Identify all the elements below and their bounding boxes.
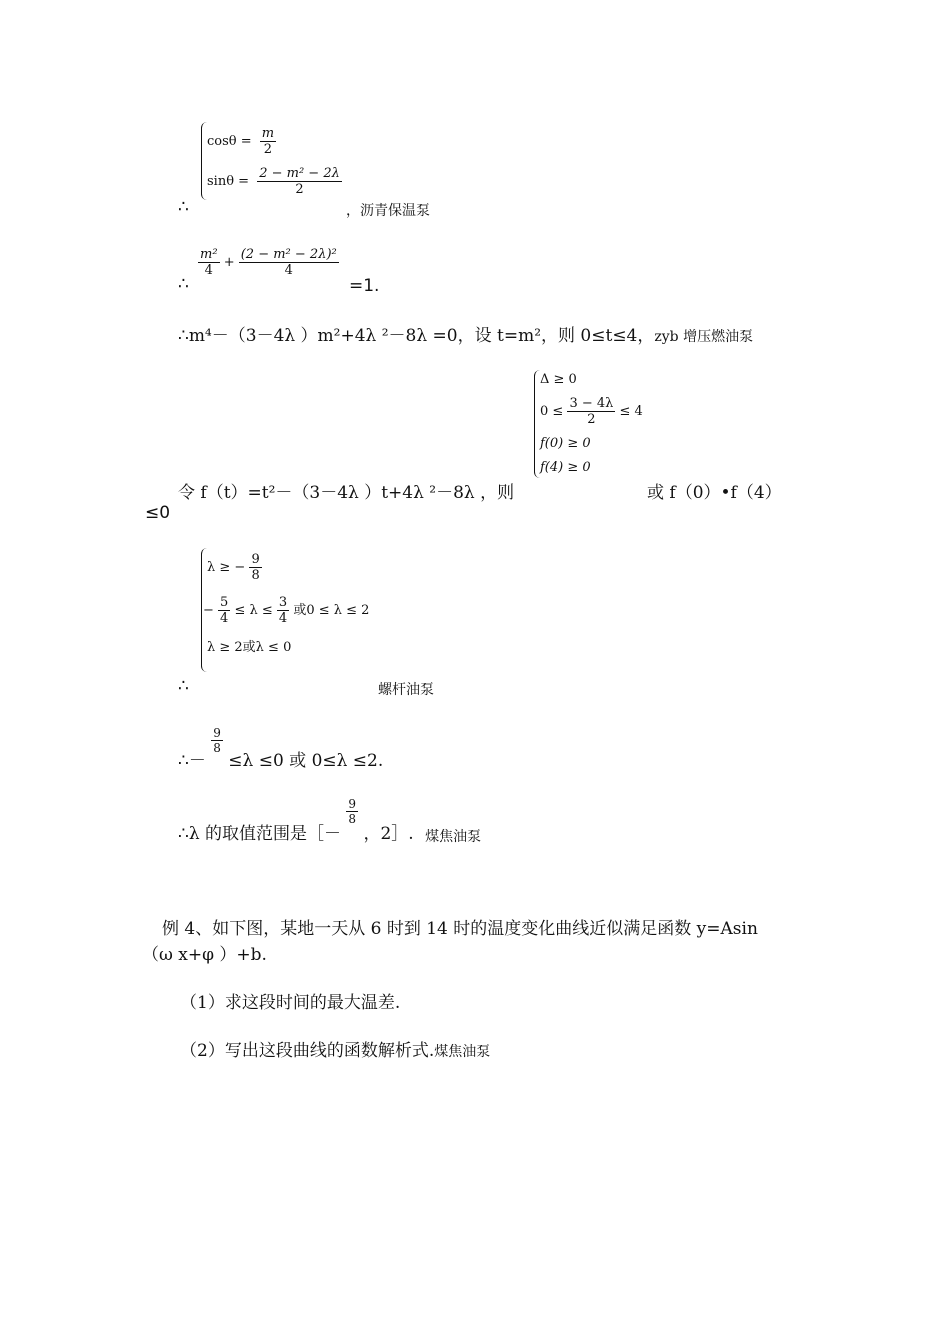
vertex-upper: ≤ 4 [619, 404, 643, 419]
vertex-condition [540, 396, 643, 427]
frac1-numerator: m² [200, 247, 218, 262]
f4-condition: f(4) ≥ 0 [540, 460, 591, 475]
vertex-lower: 0 ≤ [540, 404, 564, 419]
range2-denominator-a: 4 [220, 611, 229, 626]
lambda-range-3: λ ≥ 2或λ ≤ 0 [207, 640, 292, 655]
result-prefix: ∴λ 的取值范围是［－ [178, 824, 341, 844]
alternative-condition-wrap: ≤0 [145, 503, 171, 523]
frac1-denominator: 4 [204, 263, 213, 278]
annotation-note-1: ，沥青保温泵 [346, 203, 430, 219]
range2-numerator-a: 5 [220, 595, 229, 610]
range2-suffix: 或0 ≤ λ ≤ 2 [293, 603, 370, 618]
range1-denominator: 8 [251, 568, 260, 583]
function-definition-line: 令 f（t）=t²－（3－4λ ）t+4λ ²－8λ ，则 [178, 483, 515, 503]
example-4-question-2 [180, 1036, 490, 1061]
sin-equation [207, 166, 342, 197]
lambda-union-line [178, 726, 384, 771]
result-numerator: 9 [348, 797, 357, 811]
lambda-range-result-line [178, 797, 482, 845]
range2-fraction-a [218, 595, 230, 626]
result-fraction [346, 797, 358, 826]
range2-minus: − [203, 603, 214, 618]
quartic-equation-text: ∴m⁴－（3－4λ ）m²+4λ ²－8λ =0，设 t=m²，则 0≤t≤4， [178, 326, 655, 346]
cos-numerator: m [261, 126, 275, 141]
cos-denominator: 2 [263, 142, 273, 157]
discriminant-condition: Δ ≥ 0 [540, 372, 577, 387]
result-denominator: 8 [348, 812, 357, 826]
annotation-note-4: 煤焦油泵 [425, 829, 482, 845]
therefore-symbol-1: ∴ [178, 197, 189, 217]
example-4-statement-line1: 例 4、如下图，某地一天从 6 时到 14 时的温度变化曲线近似满足函数 y=Asin [162, 919, 758, 939]
lambda-range-2 [203, 595, 369, 626]
cos-fraction [260, 126, 276, 157]
frac2-numerator: (2 − m² − 2λ)² [240, 247, 337, 262]
fraction-squared-term [239, 247, 339, 278]
question-2-text: （2）写出这段曲线的函数解析式. [180, 1041, 435, 1061]
frac2-denominator: 4 [284, 263, 293, 278]
lambda-range-1 [207, 552, 262, 583]
sin-numerator: 2 − m² − 2λ [259, 166, 340, 181]
fraction-m-squared [198, 247, 220, 278]
range2-numerator-b: 3 [278, 595, 288, 610]
range1-prefix: λ ≥ − [207, 560, 246, 575]
range2-fraction-b [277, 595, 289, 626]
example-4-question-1: （1）求这段时间的最大温差. [180, 993, 401, 1013]
range1-fraction [249, 552, 261, 583]
sum-of-squares-equation [198, 247, 339, 278]
sin-fraction [257, 166, 342, 197]
plus-sign: + [223, 255, 235, 270]
union-suffix: ≤λ ≤0 或 0≤λ ≤2. [228, 751, 384, 771]
range1-numerator: 9 [251, 552, 260, 567]
quartic-equation-line [178, 321, 753, 346]
annotation-note-2: zyb 增压燃油泵 [654, 329, 754, 345]
cos-equation [207, 126, 276, 157]
annotation-note-3: 螺杆油泵 [378, 682, 434, 698]
therefore-symbol-2: ∴ [178, 274, 189, 294]
sin-lhs: sinθ = [207, 174, 250, 189]
annotation-note-5: 煤焦油泵 [434, 1044, 491, 1060]
union-numerator: 9 [213, 726, 221, 740]
union-fraction [211, 726, 223, 755]
vertex-numerator: 3 − 4λ [569, 396, 614, 411]
vertex-fraction [567, 396, 615, 427]
cos-lhs: cosθ = [207, 134, 252, 149]
result-suffix: ，2］. [363, 824, 414, 844]
example-4-statement-line2: （ω x+φ ）+b. [142, 945, 267, 965]
union-prefix: ∴－ [178, 751, 206, 771]
equals-one: =1. [349, 276, 380, 296]
alternative-condition: 或 f（0）•f（4） [647, 483, 782, 503]
vertex-denominator: 2 [587, 412, 596, 427]
therefore-symbol-3: ∴ [178, 676, 189, 696]
union-denominator: 8 [213, 741, 221, 755]
f0-condition: f(0) ≥ 0 [540, 436, 591, 451]
range2-denominator-b: 4 [278, 611, 288, 626]
sin-denominator: 2 [295, 182, 304, 197]
range2-middle: ≤ λ ≤ [234, 603, 273, 618]
